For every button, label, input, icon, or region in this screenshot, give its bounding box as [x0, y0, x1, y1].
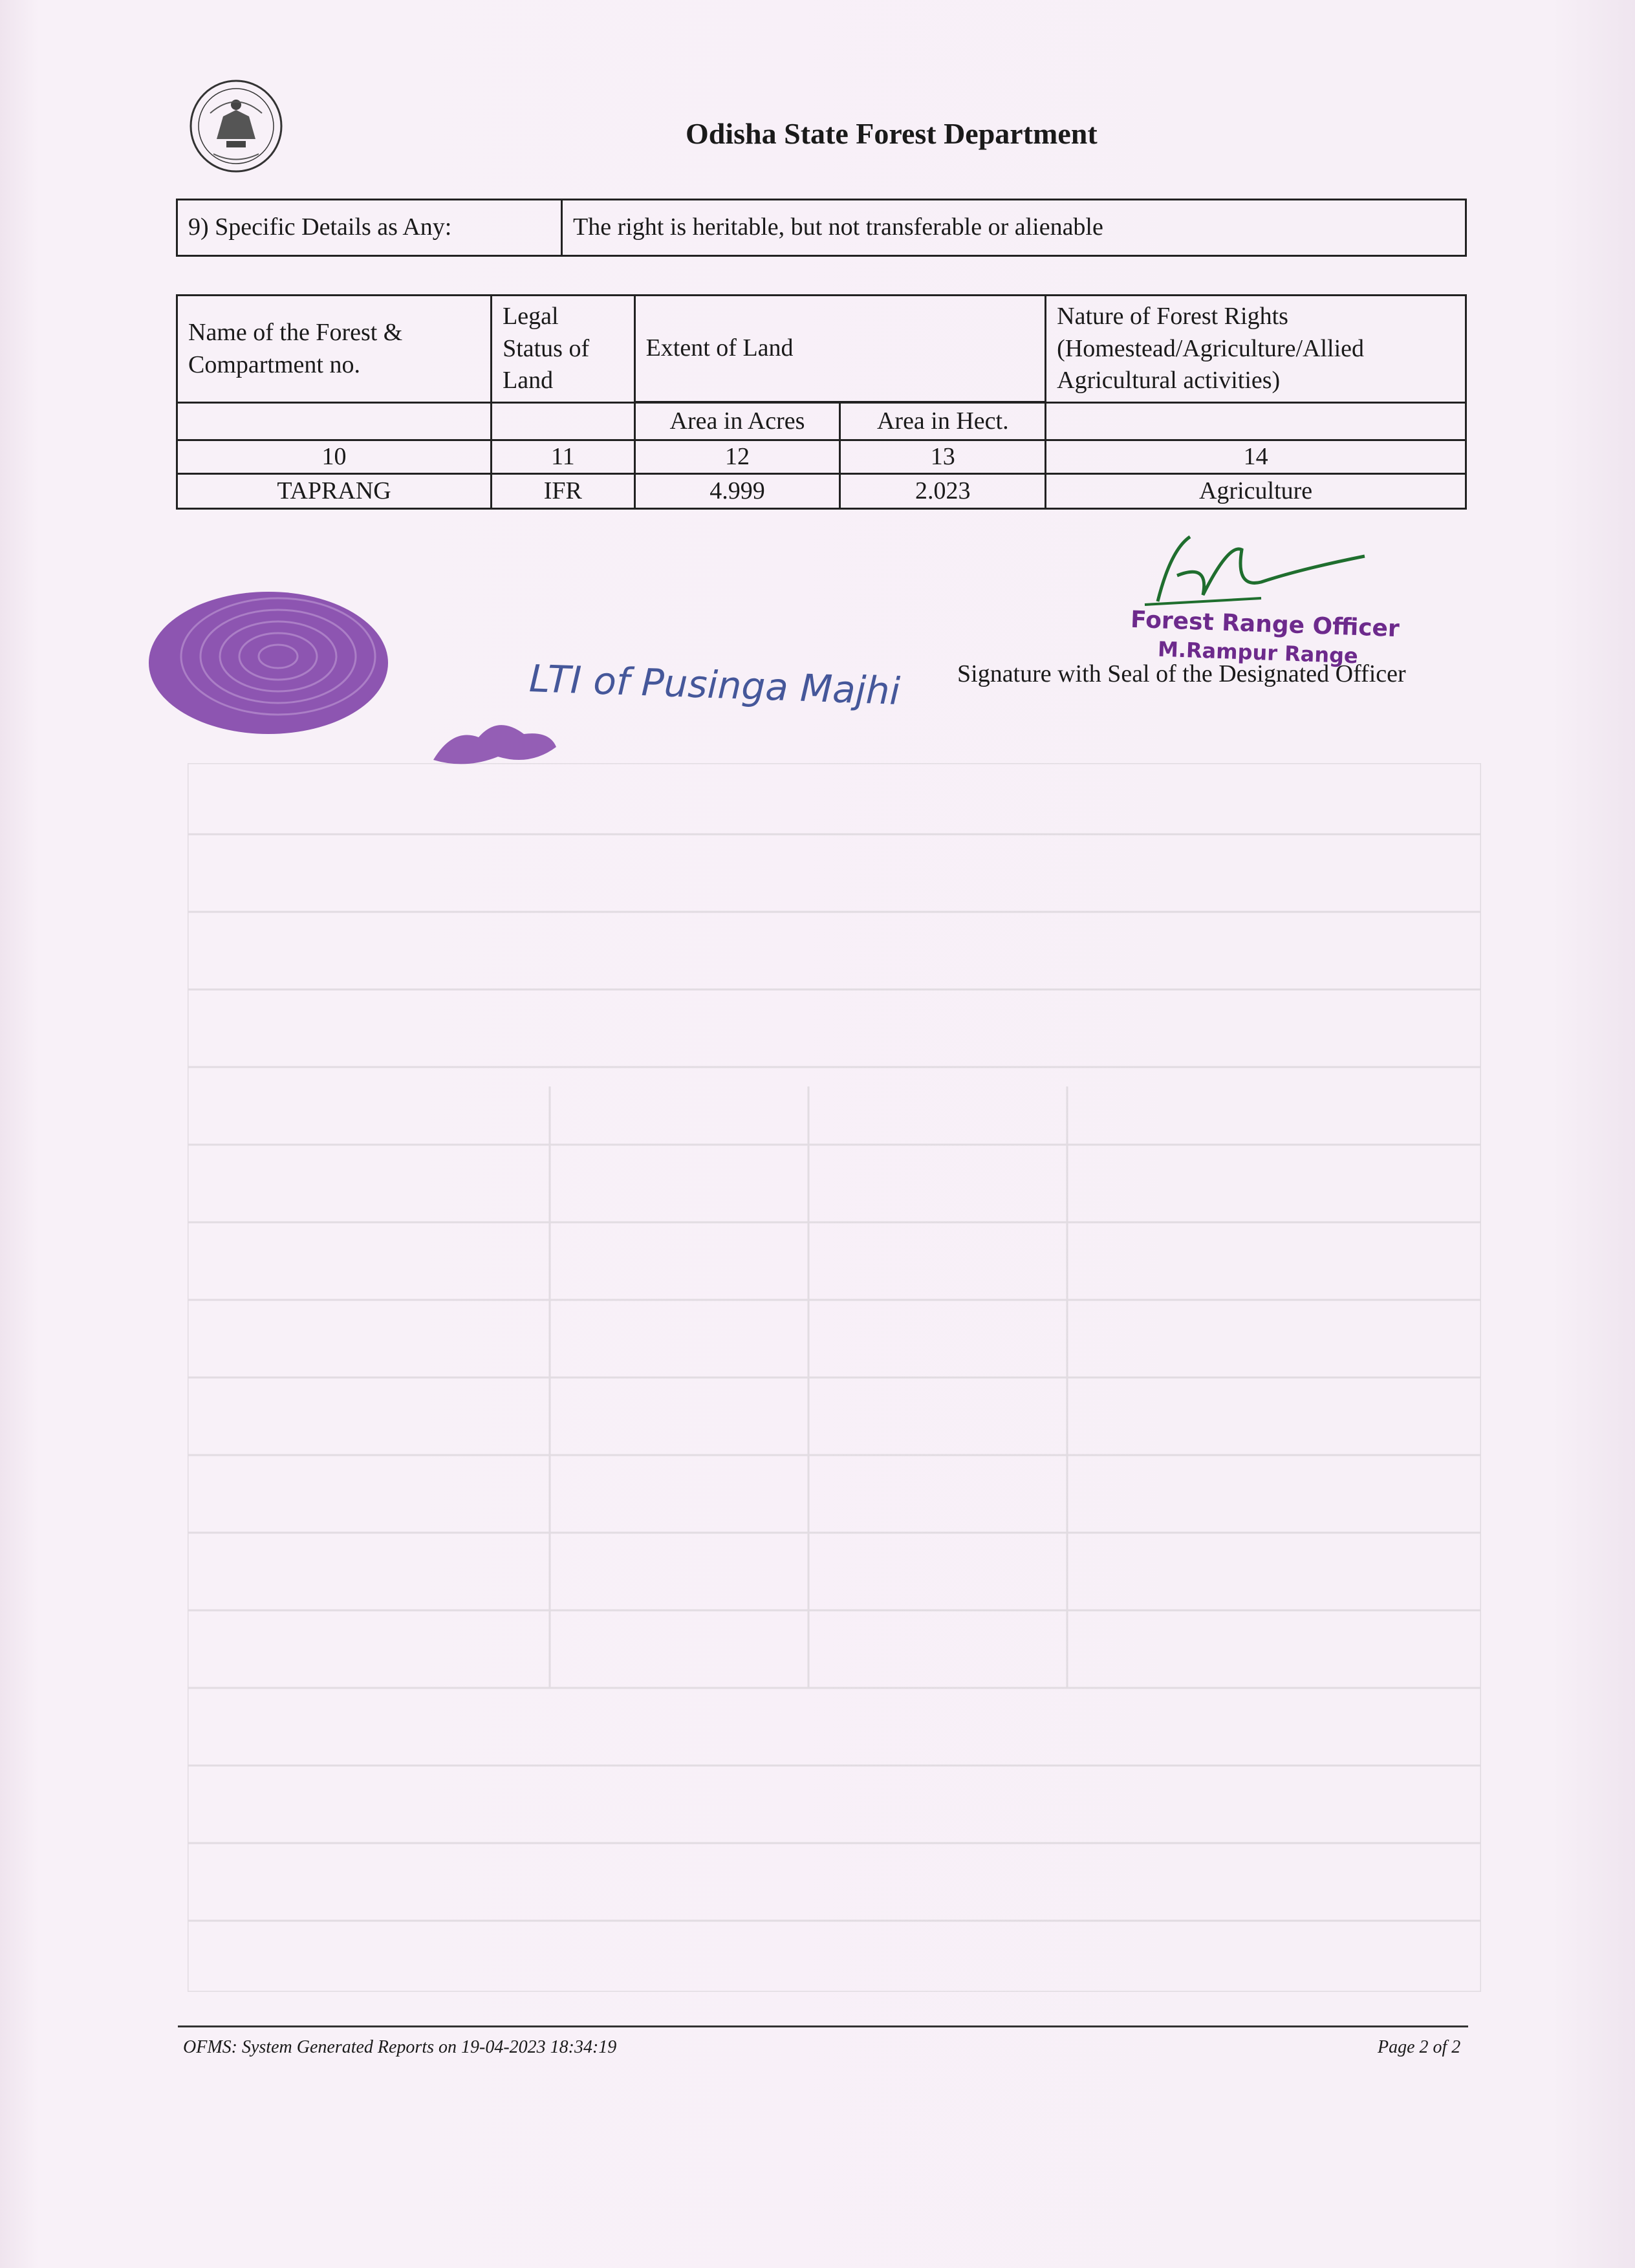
column-number: 12: [634, 440, 840, 474]
cell-area-hect: 2.023: [840, 474, 1046, 509]
lti-handwritten-note: LTI of Pusinga Majhi: [528, 656, 901, 713]
specific-details-table: [176, 199, 1467, 257]
forest-rights-table: [176, 294, 1467, 510]
footer-generated-report: OFMS: System Generated Reports on 19-04-2023 18:34:19: [183, 2037, 617, 2057]
thumbprint-image: [142, 585, 395, 740]
page-title: Odisha State Forest Department: [686, 117, 1098, 150]
column-number-row: [177, 440, 1466, 474]
cell-forest-name: TAPRANG: [177, 474, 492, 509]
cell-legal-status: IFR: [492, 474, 635, 509]
column-number: 13: [840, 440, 1046, 474]
header-blank-1: [177, 403, 492, 440]
cell-area-acres: 4.999: [634, 474, 840, 509]
header-area-acres: Area in Acres: [634, 403, 840, 440]
header-blank-3: [1046, 403, 1466, 440]
column-number: 14: [1046, 440, 1466, 474]
cell-nature-of-rights: Agriculture: [1046, 474, 1466, 509]
footer-page-number: Page 2 of 2: [1378, 2037, 1461, 2057]
header-extent-of-land: Extent of Land: [634, 296, 1046, 402]
seal-range-name: M.Rampur Range: [1157, 636, 1359, 669]
header-blank-2: [492, 403, 635, 440]
seal-officer-title: Forest Range Officer: [1130, 606, 1400, 643]
column-number: 10: [177, 440, 492, 474]
header-area-hect: Area in Hect.: [840, 403, 1046, 440]
header-legal-status: Legal Status of Land: [492, 296, 635, 403]
reverse-page-showthrough: [188, 763, 1481, 1992]
table-row: [177, 474, 1466, 509]
header-nature-of-rights: Nature of Forest Rights (Homestead/Agriculture/Allied Agricultural activities): [1046, 296, 1466, 403]
footer-divider: [178, 2025, 1468, 2027]
officer-signature: [1132, 524, 1378, 621]
ink-smudge: [427, 702, 563, 773]
specific-details-label: 9) Specific Details as Any:: [177, 200, 562, 256]
odisha-emblem-logo: [188, 78, 285, 175]
specific-details-value: The right is heritable, but not transferable or alienable: [562, 200, 1466, 256]
column-number: 11: [492, 440, 635, 474]
header-forest-name: Name of the Forest & Compartment no.: [177, 296, 492, 403]
signature-caption: Signature with Seal of the Designated Officer: [957, 660, 1406, 687]
